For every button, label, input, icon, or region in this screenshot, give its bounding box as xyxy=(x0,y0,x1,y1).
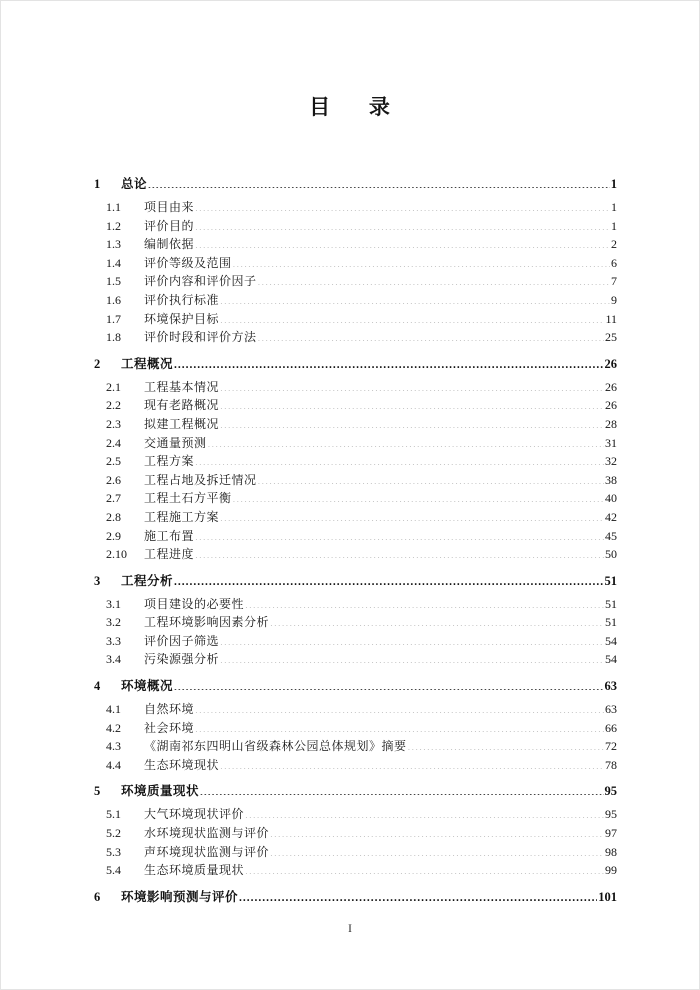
toc-entry-number: 4.3 xyxy=(106,739,121,754)
toc-entry-page: 1 xyxy=(610,177,617,191)
toc-entry-title: 施工布置 xyxy=(144,528,195,543)
toc-leader-dots xyxy=(220,397,604,409)
toc-entry-number: 3 xyxy=(94,573,101,588)
toc-entry-page: 2 xyxy=(611,237,617,252)
toc-entry xyxy=(94,888,617,907)
toc-leader-dots xyxy=(195,453,604,465)
toc-entry xyxy=(94,719,617,738)
toc-leader-dots xyxy=(195,720,604,732)
toc-entry xyxy=(94,824,617,843)
toc-leader-dots xyxy=(195,701,604,713)
toc-entry-number: 3.3 xyxy=(106,633,121,648)
toc-entry-page: 26 xyxy=(605,379,617,394)
toc-entry xyxy=(94,254,617,273)
toc-entry-title: 水环境现状监测与评价 xyxy=(144,826,270,841)
toc-entry-page: 63 xyxy=(605,702,617,717)
toc-entry-page: 1 xyxy=(611,200,617,214)
toc-entry xyxy=(94,650,617,669)
toc-entry xyxy=(94,545,617,564)
footer-page-number: I xyxy=(348,921,352,935)
toc-entry-number: 5 xyxy=(94,784,101,799)
toc-entry-number: 2 xyxy=(94,356,101,371)
toc-entry xyxy=(94,632,617,651)
toc-leader-dots xyxy=(258,273,610,285)
toc-entry-title: 环境概况 xyxy=(121,679,174,694)
toc-leader-dots xyxy=(220,416,604,428)
toc-entry-title: 自然环境 xyxy=(144,702,195,717)
toc-entry-number: 6 xyxy=(94,889,101,904)
toc-entry-page: 38 xyxy=(605,472,617,487)
toc-entry xyxy=(94,310,617,329)
toc-entry-page: 26 xyxy=(604,356,617,371)
toc-entry-page: 97 xyxy=(605,826,617,841)
toc-entry-page: 42 xyxy=(605,509,617,524)
toc-entry-number: 2.7 xyxy=(106,491,121,506)
toc-entry-page: 28 xyxy=(605,416,617,431)
toc-entry-title: 评价时段和评价方法 xyxy=(144,330,257,345)
toc-entry-number: 1.8 xyxy=(106,330,121,345)
toc-entry-page: 45 xyxy=(605,528,617,543)
toc-entry-title: 生态环境质量现状 xyxy=(144,863,245,878)
toc-leader-dots xyxy=(208,435,604,447)
toc-list xyxy=(94,167,617,911)
page-title: 目 录 xyxy=(309,95,391,119)
toc-entry xyxy=(94,198,617,217)
toc-entry-title: 工程基本情况 xyxy=(144,379,220,394)
toc-entry-title: 工程分析 xyxy=(121,573,174,588)
toc-entry-title: 评价目的 xyxy=(144,218,195,233)
toc-entry-page: 51 xyxy=(605,615,617,630)
toc-leader-dots xyxy=(195,236,610,248)
toc-entry-number: 1.1 xyxy=(106,200,121,214)
toc-entry xyxy=(94,508,617,527)
toc-leader-dots xyxy=(239,888,597,901)
toc-entry-page: 11 xyxy=(605,311,617,326)
toc-entry-number: 2.3 xyxy=(106,416,121,431)
toc-entry-title: 工程占地及拆迁情况 xyxy=(144,472,257,487)
toc-leader-dots xyxy=(270,844,604,856)
toc-entry-page: 54 xyxy=(605,652,617,667)
toc-entry xyxy=(94,175,617,194)
toc-entry-page: 9 xyxy=(611,292,617,307)
toc-entry-number: 2.2 xyxy=(106,398,121,413)
toc-entry-number: 2.1 xyxy=(106,379,121,394)
toc-entry xyxy=(94,782,617,801)
toc-entry-page: 95 xyxy=(605,807,617,822)
toc-entry-page: 1 xyxy=(611,218,617,233)
toc-entry xyxy=(94,272,617,291)
toc-leader-dots xyxy=(195,528,604,540)
toc-entry-title: 生态环境现状 xyxy=(144,757,220,772)
toc-leader-dots xyxy=(233,490,604,502)
toc-leader-dots xyxy=(220,757,604,769)
toc-entry-title: 工程土石方平衡 xyxy=(144,491,232,506)
toc-entry-page: 72 xyxy=(605,739,617,754)
toc-entry-title: 工程进度 xyxy=(144,547,195,562)
toc-entry xyxy=(94,378,617,397)
toc-entry xyxy=(94,328,617,347)
toc-entry-page: 40 xyxy=(605,491,617,506)
toc-entry-title: 声环境现状监测与评价 xyxy=(144,844,270,859)
toc-entry-page: 51 xyxy=(605,596,617,611)
toc-entry-title: 工程方案 xyxy=(144,454,195,469)
toc-entry xyxy=(94,843,617,862)
toc-entry xyxy=(94,291,617,310)
toc-leader-dots xyxy=(174,572,603,585)
toc-leader-dots xyxy=(245,596,604,608)
toc-entry-title: 社会环境 xyxy=(144,720,195,735)
toc-entry-title: 环境保护目标 xyxy=(144,311,220,326)
toc-entry-title: 总论 xyxy=(121,177,148,191)
toc-entry xyxy=(94,489,617,508)
toc-leader-dots xyxy=(195,218,610,230)
toc-entry-title: 项目由来 xyxy=(144,200,195,214)
toc-entry xyxy=(94,572,617,591)
toc-entry-number: 2.4 xyxy=(106,435,121,450)
toc-entry-page: 95 xyxy=(604,784,617,799)
toc-leader-dots xyxy=(233,255,610,267)
toc-entry-page: 50 xyxy=(605,547,617,562)
toc-entry-title: 编制依据 xyxy=(144,237,195,252)
toc-entry xyxy=(94,756,617,775)
toc-entry-number: 5.3 xyxy=(106,844,121,859)
toc-entry-page: 101 xyxy=(598,889,617,904)
toc-entry xyxy=(94,677,617,696)
toc-entry xyxy=(94,452,617,471)
toc-entry-page: 32 xyxy=(605,454,617,469)
toc-entry-page: 99 xyxy=(605,863,617,878)
toc-leader-dots xyxy=(408,738,604,750)
toc-leader-dots xyxy=(245,862,604,874)
toc-entry-title: 交通量预测 xyxy=(144,435,207,450)
toc-entry-title: 评价等级及范围 xyxy=(144,255,232,270)
toc-entry-title: 工程概况 xyxy=(121,356,174,371)
toc-entry-title: 《湖南祁东四明山省级森林公园总体规划》摘要 xyxy=(144,739,407,754)
toc-entry-number: 1.5 xyxy=(106,274,121,289)
toc-entry-title: 评价内容和评价因子 xyxy=(144,274,257,289)
toc-entry-title: 工程施工方案 xyxy=(144,509,220,524)
toc-entry-number: 5.4 xyxy=(106,863,121,878)
toc-entry xyxy=(94,355,617,374)
toc-entry-number: 2.6 xyxy=(106,472,121,487)
toc-leader-dots xyxy=(200,783,603,796)
toc-entry xyxy=(94,613,617,632)
toc-entry-number: 4.4 xyxy=(106,757,121,772)
toc-entry-number: 4.1 xyxy=(106,702,121,717)
toc-entry-page: 26 xyxy=(605,398,617,413)
toc-entry-number: 5.2 xyxy=(106,826,121,841)
toc-leader-dots xyxy=(270,825,604,837)
toc-entry-number: 3.1 xyxy=(106,596,121,611)
toc-entry-title: 拟建工程概况 xyxy=(144,416,220,431)
toc-entry-title: 大气环境现状评价 xyxy=(144,807,245,822)
toc-leader-dots xyxy=(245,806,604,818)
toc-leader-dots xyxy=(220,292,610,304)
toc-entry-page: 31 xyxy=(605,435,617,450)
toc-entry-title: 环境质量现状 xyxy=(121,784,200,799)
toc-entry-number: 1.6 xyxy=(106,292,121,307)
toc-entry-title: 评价执行标准 xyxy=(144,292,220,307)
toc-entry xyxy=(94,217,617,236)
toc-entry-number: 3.4 xyxy=(106,652,121,667)
toc-entry-title: 工程环境影响因素分析 xyxy=(144,615,270,630)
toc-entry-number: 2.9 xyxy=(106,528,121,543)
toc-leader-dots xyxy=(174,355,603,368)
toc-entry-title: 污染源强分析 xyxy=(144,652,220,667)
toc-entry-number: 1.3 xyxy=(106,237,121,252)
toc-leader-dots xyxy=(220,379,604,391)
toc-entry xyxy=(94,805,617,824)
toc-entry-page: 66 xyxy=(605,720,617,735)
toc-entry xyxy=(94,396,617,415)
toc-leader-dots xyxy=(220,311,604,323)
toc-entry-number: 2.5 xyxy=(106,454,121,469)
toc-leader-dots xyxy=(258,472,604,484)
toc-leader-dots xyxy=(258,329,604,341)
toc-leader-dots xyxy=(195,199,610,211)
toc-entry-number: 4 xyxy=(94,679,101,694)
toc-entry xyxy=(94,415,617,434)
toc-entry-page: 63 xyxy=(604,679,617,694)
toc-entry-page: 6 xyxy=(611,255,617,270)
toc-entry-title: 项目建设的必要性 xyxy=(144,596,245,611)
toc-entry-number: 5.1 xyxy=(106,807,121,822)
toc-entry-title: 评价因子筛选 xyxy=(144,633,220,648)
toc-entry-number: 3.2 xyxy=(106,615,121,630)
toc-entry xyxy=(94,737,617,756)
toc-entry xyxy=(94,527,617,546)
toc-entry-number: 2.10 xyxy=(106,547,127,562)
toc-entry-number: 1 xyxy=(94,177,101,191)
toc-entry-page: 7 xyxy=(611,274,617,289)
toc-entry-page: 98 xyxy=(605,844,617,859)
toc-entry xyxy=(94,434,617,453)
toc-entry xyxy=(94,595,617,614)
toc-entry-number: 2.8 xyxy=(106,509,121,524)
toc-leader-dots xyxy=(220,651,604,663)
toc-leader-dots xyxy=(270,614,604,626)
toc-leader-dots xyxy=(148,176,610,189)
toc-leader-dots xyxy=(220,633,604,645)
toc-entry-number: 1.7 xyxy=(106,311,121,326)
toc-entry-title: 环境影响预测与评价 xyxy=(121,889,239,904)
toc-entry-title: 现有老路概况 xyxy=(144,398,220,413)
toc-leader-dots xyxy=(174,678,603,691)
toc-entry xyxy=(94,235,617,254)
toc-entry xyxy=(94,471,617,490)
toc-entry xyxy=(94,700,617,719)
toc-leader-dots xyxy=(220,509,604,521)
toc-entry-page: 78 xyxy=(605,757,617,772)
toc-entry-page: 25 xyxy=(605,330,617,345)
toc-entry-number: 1.2 xyxy=(106,218,121,233)
toc-entry-page: 51 xyxy=(604,573,617,588)
toc-leader-dots xyxy=(195,546,604,558)
toc-entry xyxy=(94,861,617,880)
toc-entry-number: 1.4 xyxy=(106,255,121,270)
toc-entry-page: 54 xyxy=(605,633,617,648)
toc-entry-number: 4.2 xyxy=(106,720,121,735)
